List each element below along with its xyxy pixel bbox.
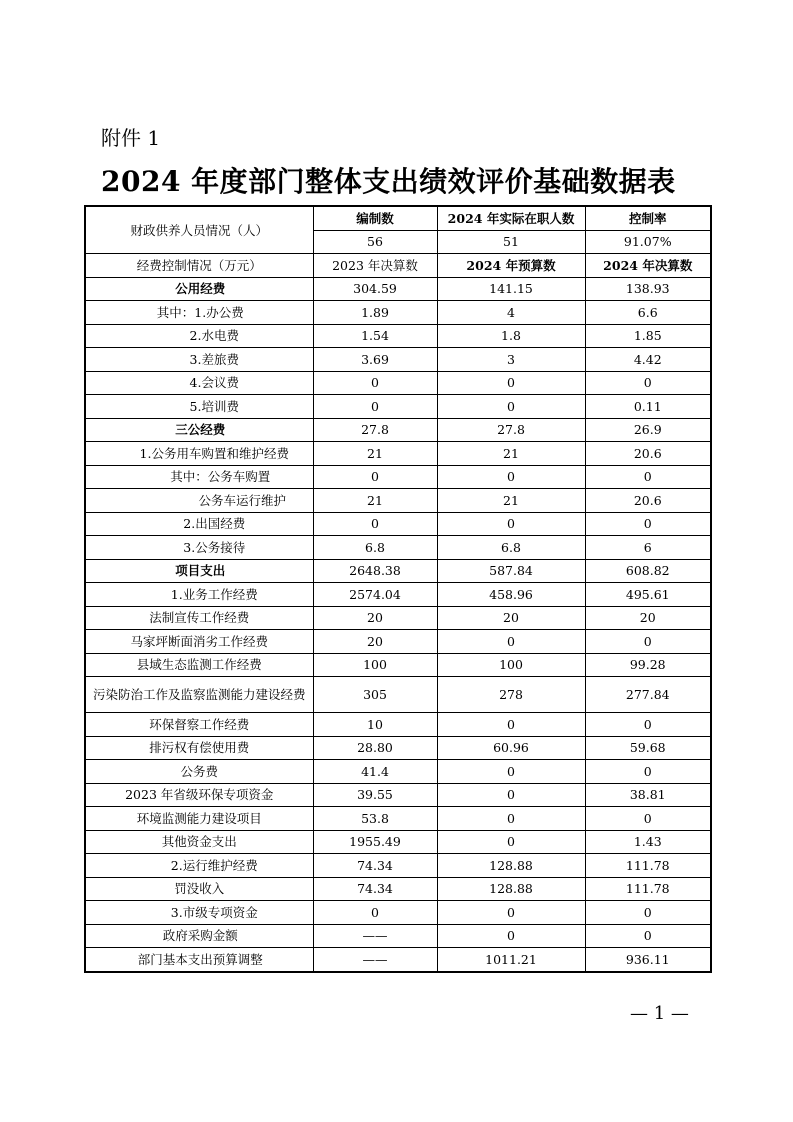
staff-header-row (85, 206, 711, 230)
row-value: 27.8 (437, 418, 585, 442)
row-label: 部门基本支出预算调整 (85, 948, 313, 972)
row-value: 0 (585, 760, 711, 784)
row-value: 0 (437, 783, 585, 807)
table-row (85, 324, 711, 348)
row-value: 100 (313, 653, 437, 677)
col-header-2024-budget: 2024 年预算数 (437, 254, 585, 278)
row-value: 138.93 (585, 277, 711, 301)
row-label: 2.运行维护经费 (85, 854, 313, 878)
data-table (84, 205, 712, 973)
row-value: 38.81 (585, 783, 711, 807)
row-label: 3.公务接待 (85, 536, 313, 560)
col-header-actual-staff: 2024 年实际在职人数 (437, 206, 585, 230)
table-row (85, 877, 711, 901)
row-value: 141.15 (437, 277, 585, 301)
row-value: 74.34 (313, 877, 437, 901)
row-value: 495.61 (585, 583, 711, 607)
table-row (85, 736, 711, 760)
table-row (85, 713, 711, 737)
row-value: 0 (437, 901, 585, 925)
table-row (85, 783, 711, 807)
row-value: 4 (437, 301, 585, 325)
row-value: 3.69 (313, 348, 437, 372)
row-value: 100 (437, 653, 585, 677)
row-value: 0 (313, 901, 437, 925)
table-row (85, 536, 711, 560)
staff-label: 财政供养人员情况（人） (85, 206, 313, 254)
table-row (85, 854, 711, 878)
row-value: 305 (313, 677, 437, 713)
row-value: 278 (437, 677, 585, 713)
row-value: 20 (585, 606, 711, 630)
row-value: 20.6 (585, 489, 711, 513)
row-value: 28.80 (313, 736, 437, 760)
row-value: 111.78 (585, 877, 711, 901)
row-value: 20 (313, 630, 437, 654)
row-label: 污染防治工作及监察监测能力建设经费 (85, 677, 313, 713)
row-value: 27.8 (313, 418, 437, 442)
table-row (85, 395, 711, 419)
row-label: 2.水电费 (85, 324, 313, 348)
row-value: 4.42 (585, 348, 711, 372)
row-value: 0 (437, 924, 585, 948)
row-value: 0.11 (585, 395, 711, 419)
row-value: 0 (437, 395, 585, 419)
row-label: 3.市级专项资金 (85, 901, 313, 925)
row-label: 三公经费 (85, 418, 313, 442)
row-value: 1.54 (313, 324, 437, 348)
row-value: 0 (585, 371, 711, 395)
row-value: 6.8 (313, 536, 437, 560)
table-row (85, 489, 711, 513)
row-label: 法制宣传工作经费 (85, 606, 313, 630)
row-label: 县域生态监测工作经费 (85, 653, 313, 677)
row-value: 99.28 (585, 653, 711, 677)
row-value: 608.82 (585, 559, 711, 583)
row-value: 0 (437, 760, 585, 784)
row-value: 1.85 (585, 324, 711, 348)
col-header-2023-final: 2023 年决算数 (313, 254, 437, 278)
row-value: 0 (585, 630, 711, 654)
row-value: 21 (437, 489, 585, 513)
row-value: 128.88 (437, 877, 585, 901)
row-value: 2574.04 (313, 583, 437, 607)
row-value: 6.6 (585, 301, 711, 325)
row-label: 1.业务工作经费 (85, 583, 313, 607)
row-value: 1955.49 (313, 830, 437, 854)
row-value: 0 (437, 830, 585, 854)
row-value: 0 (585, 807, 711, 831)
row-value: 0 (585, 713, 711, 737)
row-value: 0 (313, 371, 437, 395)
row-value: —— (313, 948, 437, 972)
row-label: 项目支出 (85, 559, 313, 583)
table-row (85, 807, 711, 831)
expense-header-row (85, 254, 711, 278)
table-row (85, 924, 711, 948)
row-value: 21 (313, 442, 437, 466)
row-label: 排污权有偿使用费 (85, 736, 313, 760)
row-label: 5.培训费 (85, 395, 313, 419)
row-value: 0 (437, 807, 585, 831)
table-row (85, 830, 711, 854)
col-header-control-rate: 控制率 (585, 206, 711, 230)
row-value: 0 (313, 395, 437, 419)
table-row (85, 512, 711, 536)
row-label: 2023 年省级环保专项资金 (85, 783, 313, 807)
table-row (85, 653, 711, 677)
row-value: 0 (585, 512, 711, 536)
attachment-label: 附件 1 (101, 126, 161, 150)
row-value: 1011.21 (437, 948, 585, 972)
table-row (85, 583, 711, 607)
row-value: 0 (437, 371, 585, 395)
table-row (85, 901, 711, 925)
col-header-staffing: 编制数 (313, 206, 437, 230)
row-label: 环保督察工作经费 (85, 713, 313, 737)
row-value: 0 (437, 512, 585, 536)
staff-value: 91.07% (585, 230, 711, 254)
row-value: 0 (437, 630, 585, 654)
col-header-2024-final: 2024 年决算数 (585, 254, 711, 278)
row-value: 304.59 (313, 277, 437, 301)
row-value: 20 (313, 606, 437, 630)
row-value: 21 (313, 489, 437, 513)
table-row (85, 677, 711, 713)
row-value: —— (313, 924, 437, 948)
table-row (85, 630, 711, 654)
row-value: 60.96 (437, 736, 585, 760)
row-label: 3.差旅费 (85, 348, 313, 372)
staff-value: 56 (313, 230, 437, 254)
row-value: 128.88 (437, 854, 585, 878)
row-value: 0 (313, 512, 437, 536)
row-value: 458.96 (437, 583, 585, 607)
row-value: 39.55 (313, 783, 437, 807)
row-value: 1.8 (437, 324, 585, 348)
row-value: 6.8 (437, 536, 585, 560)
row-value: 936.11 (585, 948, 711, 972)
row-value: 277.84 (585, 677, 711, 713)
row-value: 1.89 (313, 301, 437, 325)
row-value: 53.8 (313, 807, 437, 831)
staff-value: 51 (437, 230, 585, 254)
row-value: 2648.38 (313, 559, 437, 583)
table-row (85, 760, 711, 784)
table-row (85, 465, 711, 489)
row-label: 公务车运行维护 (85, 489, 313, 513)
row-value: 0 (585, 924, 711, 948)
page-number: — 1 — (630, 1003, 689, 1024)
row-label: 其中：1.办公费 (85, 301, 313, 325)
table-row (85, 606, 711, 630)
page-title: 2024 年度部门整体支出绩效评价基础数据表 (101, 165, 676, 198)
table-row (85, 371, 711, 395)
expense-label: 经费控制情况（万元） (85, 254, 313, 278)
row-value: 0 (585, 901, 711, 925)
row-label: 其中：公务车购置 (85, 465, 313, 489)
row-value: 1.43 (585, 830, 711, 854)
row-value: 10 (313, 713, 437, 737)
row-label: 4.会议费 (85, 371, 313, 395)
row-label: 马家坪断面消劣工作经费 (85, 630, 313, 654)
row-value: 20 (437, 606, 585, 630)
row-value: 41.4 (313, 760, 437, 784)
table-row (85, 442, 711, 466)
row-label: 罚没收入 (85, 877, 313, 901)
row-value: 26.9 (585, 418, 711, 442)
table-row (85, 559, 711, 583)
table-row (85, 948, 711, 972)
table-row (85, 277, 711, 301)
row-label: 环境监测能力建设项目 (85, 807, 313, 831)
row-label: 政府采购金额 (85, 924, 313, 948)
row-label: 公用经费 (85, 277, 313, 301)
table-row (85, 301, 711, 325)
row-value: 0 (437, 713, 585, 737)
row-value: 587.84 (437, 559, 585, 583)
table-row (85, 418, 711, 442)
row-value: 0 (313, 465, 437, 489)
row-value: 0 (437, 465, 585, 489)
table-row (85, 348, 711, 372)
row-value: 59.68 (585, 736, 711, 760)
row-value: 111.78 (585, 854, 711, 878)
row-label: 2.出国经费 (85, 512, 313, 536)
row-value: 0 (585, 465, 711, 489)
row-label: 公务费 (85, 760, 313, 784)
row-value: 74.34 (313, 854, 437, 878)
row-value: 21 (437, 442, 585, 466)
row-value: 3 (437, 348, 585, 372)
row-label: 1.公务用车购置和维护经费 (85, 442, 313, 466)
row-value: 6 (585, 536, 711, 560)
row-label: 其他资金支出 (85, 830, 313, 854)
row-value: 20.6 (585, 442, 711, 466)
